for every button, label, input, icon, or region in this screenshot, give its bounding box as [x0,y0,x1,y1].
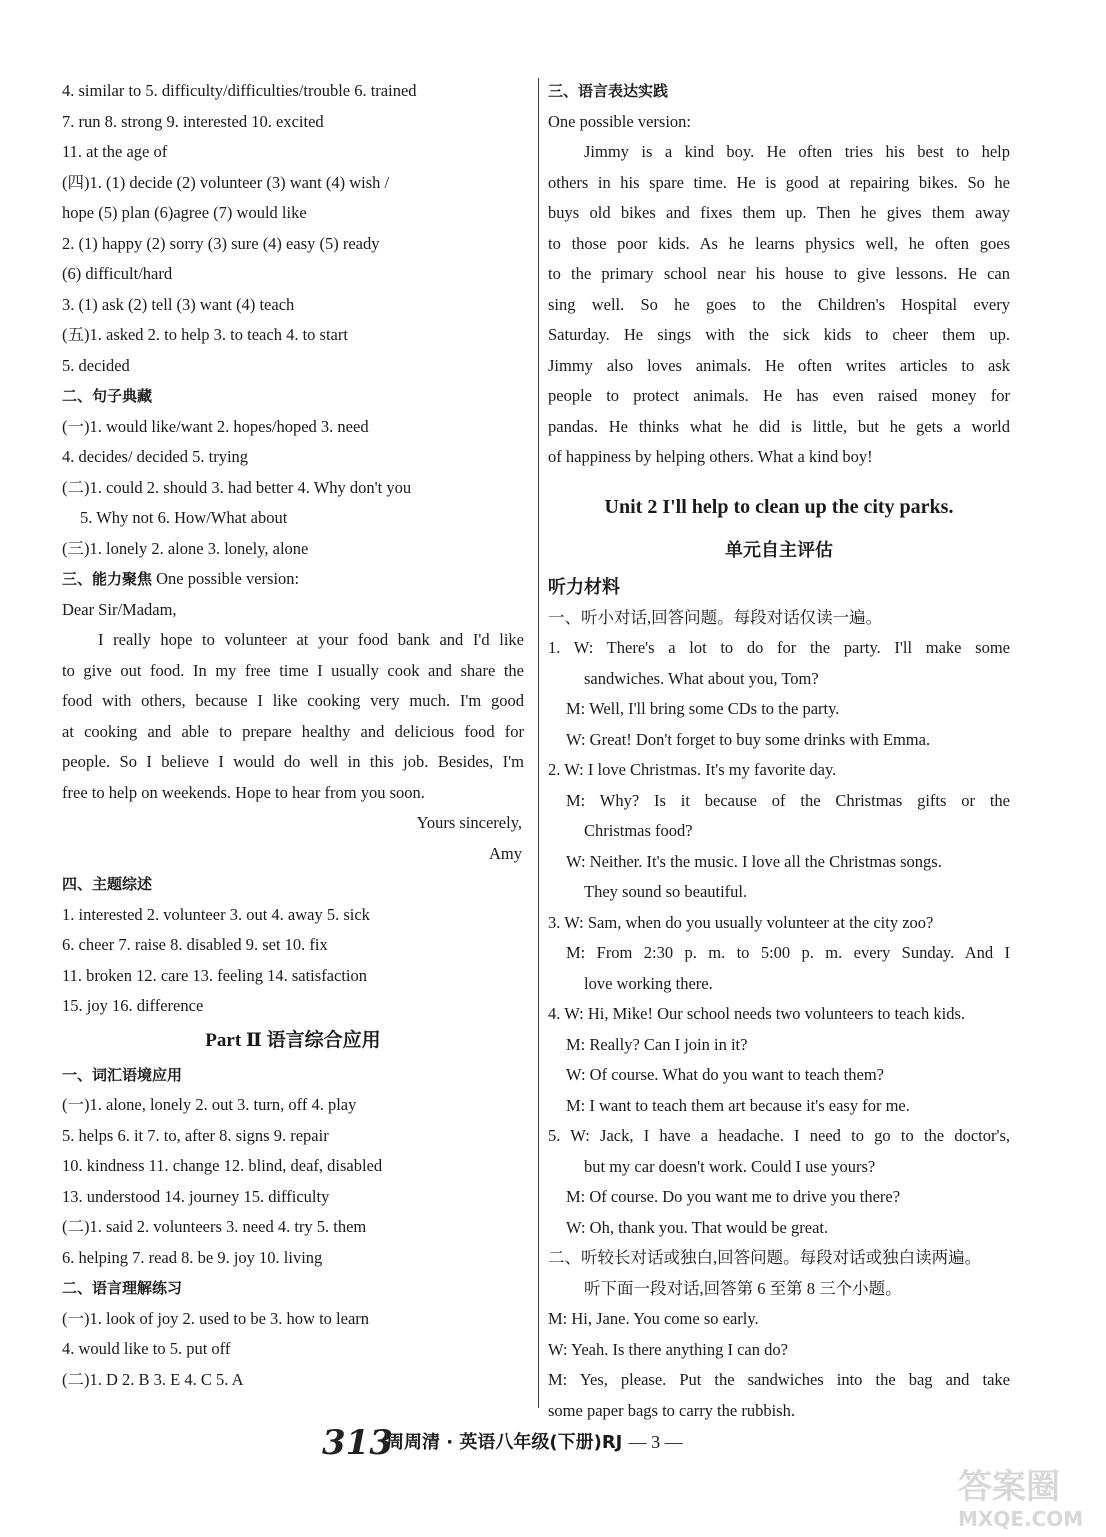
letter-greeting: Dear Sir/Madam, [62,599,177,619]
dialogue-line: 3. W: Sam, when do you usually volunteer at the city zoo? [548,912,934,932]
answer-line: 6. cheer 7. raise 8. disabled 9. set 10. fix [62,935,328,954]
listening-section-2: 二、听较长对话或独白,回答问题。每段对话或独白读两遍。 [548,1248,982,1267]
theme-answers [62,900,524,1022]
answer-line: (二)1. could 2. should 3. had better 4. Why don't you [62,477,412,497]
dialogue-line: W: Oh, thank you. That would be great. [566,1217,829,1237]
dialogue-line: some paper bags to carry the rubbish. [548,1400,795,1420]
letter-signature: Amy [489,843,522,863]
answer-line: (一)1. would like/want 2. hopes/hoped 3. need [62,416,369,436]
dialogue-line: W: Neither. It's the music. I love all the Christmas songs. [566,851,942,871]
dialogue-line: but my car doesn't work. Could I use yours? [584,1156,876,1176]
heading-label: 三、能力聚焦 [62,570,153,588]
dialogue-line: They sound so beautiful. [584,882,748,901]
sentence-answers [62,412,524,565]
answer-line: 6. helping 7. read 8. be 9. joy 10. living [62,1247,323,1267]
essay-line: others in his spare time. He is good at repairing bikes. So he [548,172,1010,192]
listening-title: 听力材料 [548,576,620,598]
answer-line: 3. (1) ask (2) tell (3) want (4) teach [62,294,295,314]
answer-line: (二)1. said 2. volunteers 3. need 4. try 5. them [62,1217,367,1236]
answer-line: (一)1. alone, lonely 2. out 3. turn, off 4. play [62,1095,357,1114]
dialogue-line: W: Of course. What do you want to teach them? [566,1065,884,1084]
essay-line: to those poor kids. As he learns physics well, he often goes [548,233,1010,253]
dialogue-line: M: I want to teach them art because it's easy for me. [566,1095,910,1115]
dialogue-line: M: Why? Is it because of the Christmas gifts or the [566,790,1010,810]
unit-title: Unit 2 I'll help to clean up the city parks. [604,495,954,518]
dialogue-line: M: Really? Can I join in it? [566,1034,748,1054]
dialogue-line: M: Well, I'll bring some CDs to the party. [566,699,840,718]
dialogue-line: M: Hi, Jane. You come so early. [548,1309,759,1328]
dialogue-line: 4. W: Hi, Mike! Our school needs two volunteers to teach kids. [548,1004,966,1023]
answer-line: 4. decides/ decided 5. trying [62,447,249,466]
letter-close: Yours sincerely, [416,813,522,832]
svg-text:MXQE.COM: MXQE.COM [958,1507,1084,1531]
essay-line: buys old bikes and fixes them up. Then he gives them away [548,203,1010,222]
answer-line: 10. kindness 11. change 12. blind, deaf, disabled [62,1156,383,1175]
section-heading-ability [62,564,524,595]
section-heading-vocab: 一、词汇语境应用 [62,1065,183,1084]
answer-line: (五)1. asked 2. to help 3. to teach 4. to start [62,325,348,344]
section-heading-comprehension: 二、语言理解练习 [62,1279,183,1297]
dialogue-line: 2. W: I love Christmas. It's my favorite day. [548,760,837,779]
answer-line: 11. at the age of [62,142,168,161]
answer-line: (二)1. D 2. B 3. E 4. C 5. A [62,1369,244,1389]
vocab-answers [62,1090,524,1273]
answer-line: (6) difficult/hard [62,264,173,283]
part-title: Part Ⅱ 语言综合应用 [205,1029,381,1051]
svg-text:答案圈: 答案圈 [958,1467,1060,1507]
dialogue-line: sandwiches. What about you, Tom? [584,668,819,688]
dialogue-line: Christmas food? [584,821,693,840]
footer-text [386,1428,683,1454]
letter [62,595,524,870]
self-assessment-title: 单元自主评估 [725,539,833,561]
letter-line: I really hope to volunteer at your food bank and I'd like [98,630,524,649]
section-2-instruction: 听下面一段对话,回答第 6 至第 8 三个小题。 [584,1278,902,1298]
answer-line: (三)1. lonely 2. alone 3. lonely, alone [62,538,309,558]
answer-line: (一)1. look of joy 2. used to be 3. how to learn [62,1308,370,1328]
letter-line: food with others, because I like cooking very much. I'm good [62,691,524,710]
dialogue-line: 1. W: There's a lot to do for the party. I'll make some [548,638,1010,657]
answer-line: 1. interested 2. volunteer 3. out 4. away 5. sick [62,904,370,924]
essay-line: Jimmy is a kind boy. He often tries his best to help [584,142,1010,161]
essay-line: sing well. So he goes to the Children's Hospital every [548,294,1010,314]
answer-line: 4. would like to 5. put off [62,1339,231,1358]
listening-section-1: 一、听小对话,回答问题。每段对话仅读一遍。 [548,607,883,627]
answer-line: hope (5) plan (6)agree (7) would like [62,203,307,222]
section-heading-theme: 四、主题综述 [62,875,153,893]
letter-line: free to help on weekends. Hope to hear from you soon. [62,782,425,802]
answer-line: 15. joy 16. difference [62,996,204,1015]
essay-line: to the primary school near his house to give lessons. He can [548,264,1010,283]
svg-text:313: 313 [322,1423,393,1463]
dialogue-line: W: Yeah. Is there anything I can do? [548,1339,788,1359]
essay [548,137,1010,473]
essay-line: Saturday. He sings with the sick kids to cheer them up. [548,325,1010,344]
dialogue-line: love working there. [584,973,713,993]
comprehension-answers [62,1304,524,1396]
answer-block-1 [62,76,524,381]
heading-tail: One possible version: [152,569,300,588]
dialogue-line: M: From 2:30 p. m. to 5:00 p. m. every Sunday. And I [566,943,1010,962]
essay-line: of happiness by helping others. What a kind boy! [548,447,873,466]
watermark [938,1454,1098,1532]
essay-line: pandas. He thinks what he did is little, but he gets a world [548,416,1010,436]
watermark-logo-icon [938,1454,1098,1532]
footer-book-title: 周周清 · 英语八年级(下册)RJ [386,1432,623,1453]
answer-line: 13. understood 14. journey 15. difficulty [62,1186,330,1206]
letter-line: to give out food. In my free time I usually cook and share the [62,660,524,680]
answer-line: 5. Why not 6. How/What about [80,508,288,527]
section-heading-sentences: 二、句子典藏 [62,387,153,405]
version-label: One possible version: [548,111,691,131]
essay-line: people to protect animals. He has even raised money for [548,386,1010,405]
answer-line: 7. run 8. strong 9. interested 10. excited [62,111,324,131]
essay-line: Jimmy also loves animals. He often writes articles to ask [548,355,1010,375]
answer-line: 4. similar to 5. difficulty/difficulties/trouble 6. trained [62,81,417,100]
dialogue-line: W: Great! Don't forget to buy some drinks with Emma. [566,729,931,749]
letter-line: people. So I believe I would do well in this job. Besides, I'm [62,752,524,771]
dialogue-line: M: Yes, please. Put the sandwiches into the bag and take [548,1370,1010,1389]
letter-line: at cooking and able to prepare healthy and delicious food for [62,721,524,741]
page-number: — 3 — [628,1432,683,1452]
long-dialogue [548,1304,1010,1426]
left-column [62,76,524,1395]
answer-line: 5. helps 6. it 7. to, after 8. signs 9. repair [62,1125,329,1145]
dialogue-list [548,633,1010,1243]
column-divider [538,78,539,1408]
right-column [548,76,1010,1426]
answer-line: 11. broken 12. care 13. feeling 14. satisfaction [62,965,368,985]
section-heading-expression: 三、语言表达实践 [548,82,669,100]
dialogue-line: M: Of course. Do you want me to drive you there? [566,1187,901,1206]
dialogue-line: 5. W: Jack, I have a headache. I need to go to the doctor's, [548,1126,1010,1145]
publisher-logo-icon [318,1418,393,1463]
answer-line: 2. (1) happy (2) sorry (3) sure (4) easy (5) ready [62,233,380,253]
answer-line: (四)1. (1) decide (2) volunteer (3) want (4) wish / [62,172,390,192]
answer-line: 5. decided [62,355,130,375]
